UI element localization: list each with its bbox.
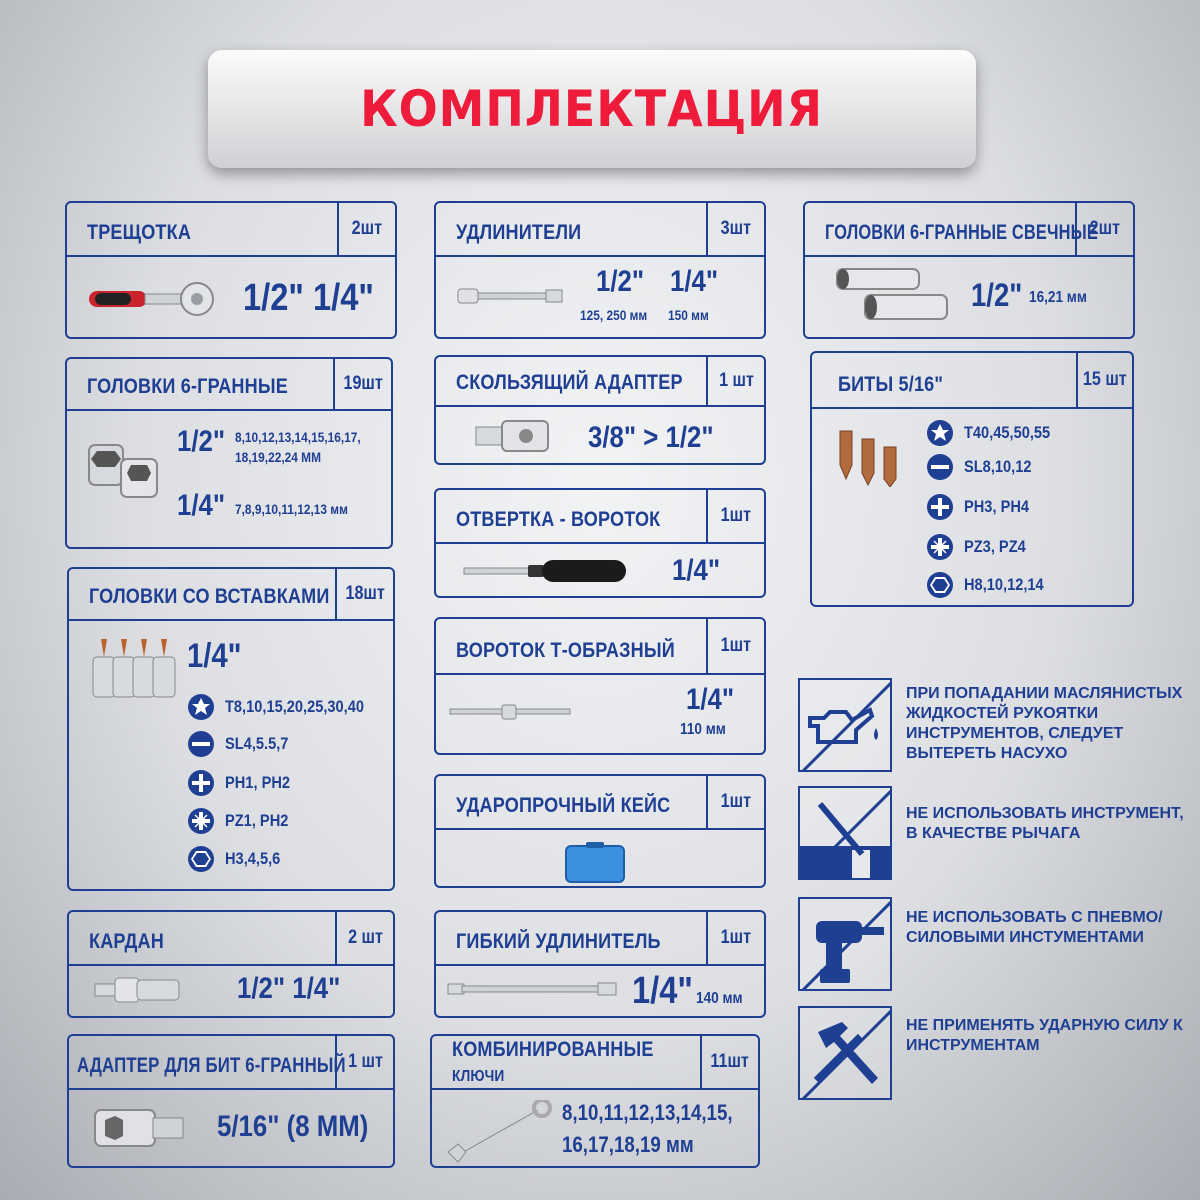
t-handle-icon xyxy=(448,701,574,723)
warning-oil-text: ПРИ ПОПАДАНИИ МАСЛЯНИСТЫХ ЖИДКОСТЕЙ РУКОЯТКИ ИНСТРУМЕНТОВ, СЛЕДУЕТ ВЫТЕРЕТЬ НАСУХО xyxy=(906,685,1183,762)
card-title: ТРЕЩОТКА xyxy=(87,221,192,244)
quantity-badge: 3шт xyxy=(706,203,764,255)
bit-row: SL8,10,12 xyxy=(926,453,1042,481)
spark-socket-icon xyxy=(835,265,949,323)
hex-icon xyxy=(926,571,954,599)
bit-row: PZ3, PZ4 xyxy=(926,533,1036,561)
card-hex-sockets xyxy=(65,357,393,549)
card-title: КАРДАН xyxy=(89,930,164,953)
bit-adapter-size: 5/16" (8 ММ) xyxy=(217,1110,369,1143)
card-spark-sockets xyxy=(803,201,1135,339)
wrench-sizes-1: 8,10,11,12,13,14,15, xyxy=(562,1100,733,1125)
flex-extension-length: 140 мм xyxy=(696,990,743,1007)
pozidriv-icon xyxy=(187,807,215,835)
slotted-icon xyxy=(187,730,215,758)
ratchet-sizes: 1/2" 1/4" xyxy=(243,277,374,319)
hex-icon xyxy=(187,845,215,873)
warning-lever-text: НЕ ИСПОЛЬЗОВАТЬ ИНСТРУМЕНТ, В КАЧЕСТВЕ РЫЧАГА xyxy=(906,805,1184,842)
extension-size-half: 1/2" xyxy=(596,265,645,298)
t-handle-size: 1/4" xyxy=(686,683,735,716)
quantity-badge: 1 шт xyxy=(706,357,764,405)
card-bit-adapter xyxy=(67,1034,395,1168)
slotted-icon xyxy=(926,453,954,481)
lever-icon xyxy=(800,788,892,880)
torx-icon xyxy=(187,693,215,721)
quantity-badge: 2шт xyxy=(337,203,395,255)
socket-size-half: 1/2" xyxy=(177,425,226,458)
universal-joint-icon xyxy=(93,974,183,1006)
card-title: АДАПТЕР ДЛЯ БИТ 6-ГРАННЫЙ xyxy=(77,1054,346,1077)
bit-row: T40,45,50,55 xyxy=(926,419,1064,447)
bit-socket-icon xyxy=(89,635,179,703)
flex-extension-size: 1/4" xyxy=(632,970,693,1012)
bit-row: SL4,5.5,7 xyxy=(187,730,299,758)
extension-bar-icon xyxy=(456,285,566,307)
wrench-sizes-2: 16,17,18,19 мм xyxy=(562,1132,694,1157)
bit-row: PH1, PH2 xyxy=(187,769,301,797)
sliding-adapter-size: 3/8" > 1/2" xyxy=(588,421,714,454)
quantity-badge: 2шт xyxy=(1075,203,1133,255)
warning-drill-text: НЕ ИСПОЛЬЗОВАТЬ С ПНЕВМО/СИЛОВЫМИ ИНСТУМЕНТАМИ xyxy=(906,909,1163,946)
socket-list-quarter: 7,8,9,10,11,12,13 мм xyxy=(235,501,348,517)
socket-size-quarter: 1/4" xyxy=(177,489,226,522)
card-title: СКОЛЬЗЯЩИЙ АДАПТЕР xyxy=(456,371,683,394)
extension-length-half: 125, 250 мм xyxy=(580,307,648,323)
card-title-line2: КЛЮЧИ xyxy=(452,1068,505,1085)
quantity-badge: 1шт xyxy=(706,912,764,964)
quantity-badge: 11шт xyxy=(700,1036,758,1088)
sliding-adapter-icon xyxy=(474,419,550,453)
socket-list-half-1: 8,10,12,13,14,15,16,17, xyxy=(235,429,361,445)
bit-row: H8,10,12,14 xyxy=(926,571,1057,599)
quantity-badge: 1шт xyxy=(706,776,764,828)
card-ratchet xyxy=(65,201,397,339)
quantity-badge: 19шт xyxy=(333,359,391,409)
card-extensions xyxy=(434,201,766,339)
card-title: ГОЛОВКИ СО ВСТАВКАМИ xyxy=(89,585,330,608)
bits-icon xyxy=(826,425,916,487)
card-title: ГИБКИЙ УДЛИНИТЕЛЬ xyxy=(456,930,661,953)
warning-box-drill xyxy=(798,897,892,991)
pozidriv-icon xyxy=(926,533,954,561)
bit-row: H3,4,5,6 xyxy=(187,845,289,873)
bit-socket-size: 1/4" xyxy=(187,637,242,675)
card-cardan xyxy=(67,910,395,1018)
card-title: УДЛИНИТЕЛИ xyxy=(456,221,582,244)
hammer-icon xyxy=(800,1008,892,1100)
bit-adapter-icon xyxy=(93,1106,185,1150)
card-title-line1: КОМБИНИРОВАННЫЕ xyxy=(452,1038,654,1061)
quantity-badge: 18шт xyxy=(335,569,393,619)
card-flex-extension xyxy=(434,910,766,1018)
spark-socket-detail: 16,21 мм xyxy=(1029,289,1087,306)
bit-row: T8,10,15,20,25,30,40 xyxy=(187,693,387,721)
screwdriver-icon xyxy=(462,556,630,586)
card-case xyxy=(434,774,766,888)
ratchet-icon xyxy=(87,281,217,317)
oil-can-icon xyxy=(800,680,892,772)
extension-length-quarter: 150 мм xyxy=(668,307,709,323)
t-handle-length: 110 мм xyxy=(680,721,726,738)
warning-box-hammer xyxy=(798,1006,892,1100)
title-banner xyxy=(208,50,976,168)
warning-box-oil xyxy=(798,678,892,772)
phillips-icon xyxy=(926,493,954,521)
cardan-sizes: 1/2" 1/4" xyxy=(237,972,341,1005)
quantity-badge: 1шт xyxy=(706,490,764,542)
card-title: ГОЛОВКИ 6-ГРАННЫЕ СВЕЧНЫЕ xyxy=(825,221,1098,244)
warning-hammer-text: НЕ ПРИМЕНЯТЬ УДАРНУЮ СИЛУ К ИНСТРУМЕНТАМ xyxy=(906,1017,1183,1054)
card-wrenches xyxy=(430,1034,760,1168)
card-screwdriver xyxy=(434,488,766,598)
page-title: КОМПЛЕКТАЦИЯ xyxy=(360,80,824,138)
card-t-handle xyxy=(434,617,766,755)
card-bit-sockets xyxy=(67,567,395,891)
quantity-badge: 1 шт xyxy=(335,1036,393,1088)
card-title: ГОЛОВКИ 6-ГРАННЫЕ xyxy=(87,375,288,398)
screwdriver-size: 1/4" xyxy=(672,554,721,587)
case-icon xyxy=(564,840,626,884)
quantity-badge: 15 шт xyxy=(1076,353,1132,407)
wrench-icon xyxy=(444,1100,554,1164)
bit-row: PZ1, PH2 xyxy=(187,807,299,835)
quantity-badge: 1шт xyxy=(706,619,764,673)
card-bits xyxy=(810,351,1134,607)
power-drill-icon xyxy=(800,899,892,991)
card-title: БИТЫ 5/16" xyxy=(838,373,944,396)
flex-extension-icon xyxy=(446,980,618,998)
card-title: УДАРОПРОЧНЫЙ КЕЙС xyxy=(456,794,671,817)
card-title: ВОРОТОК Т-ОБРАЗНЫЙ xyxy=(456,639,675,662)
warning-box-lever xyxy=(798,786,892,880)
card-title: ОТВЕРТКА - ВОРОТОК xyxy=(456,508,661,531)
quantity-badge: 2 шт xyxy=(335,912,393,964)
spark-socket-size: 1/2" xyxy=(971,277,1023,313)
socket-list-half-2: 18,19,22,24 ММ xyxy=(235,449,321,465)
torx-icon xyxy=(926,419,954,447)
card-sliding-adapter xyxy=(434,355,766,465)
extension-size-quarter: 1/4" xyxy=(670,265,719,298)
hex-socket-icon xyxy=(85,437,165,501)
bit-row: PH3, PH4 xyxy=(926,493,1040,521)
phillips-icon xyxy=(187,769,215,797)
